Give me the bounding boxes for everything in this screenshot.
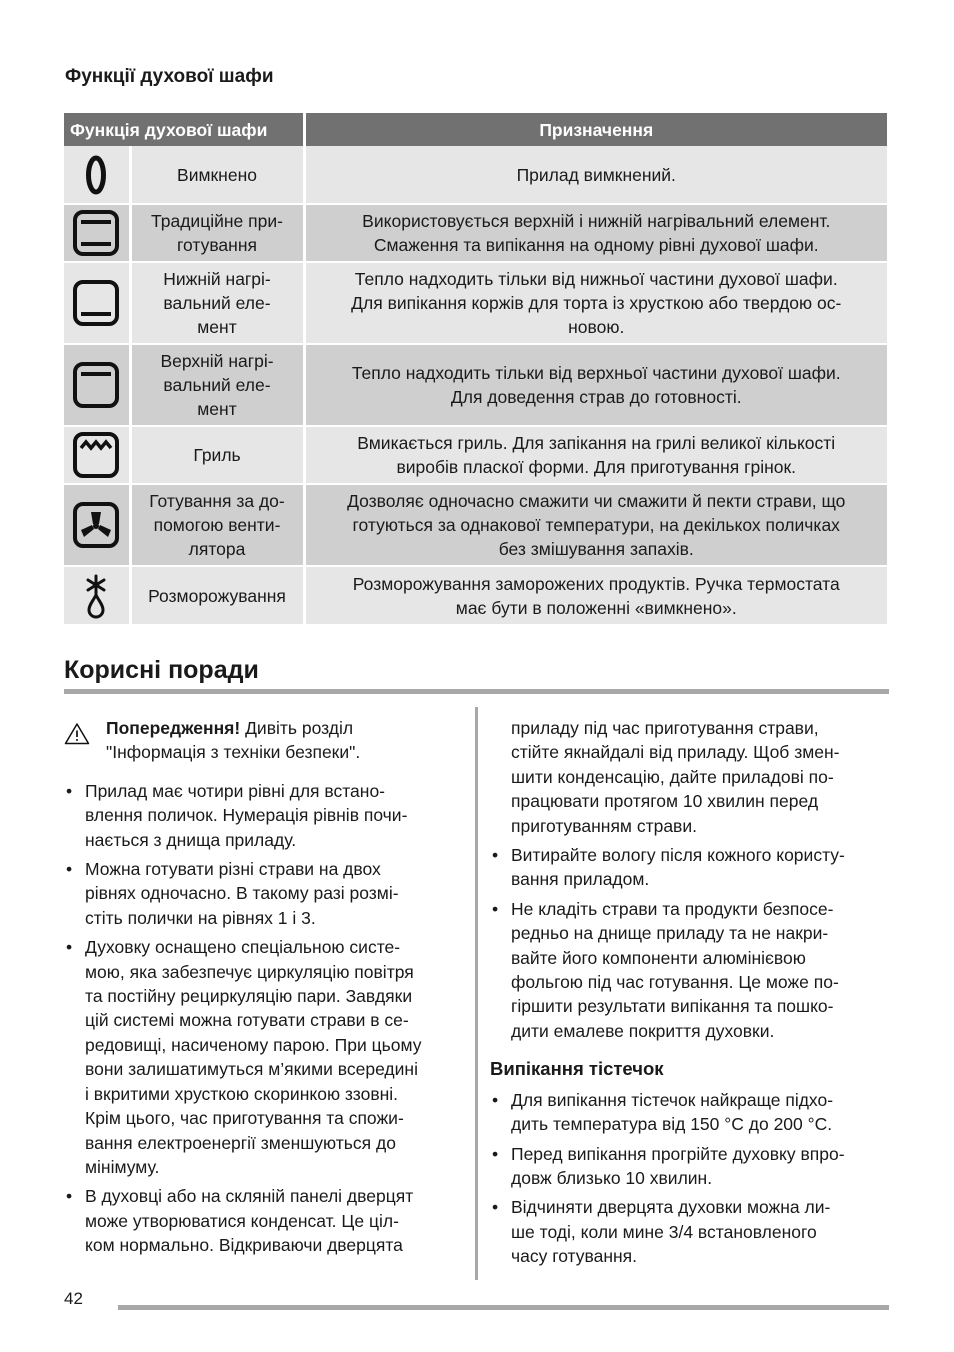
column-divider [475, 707, 478, 1280]
list-item: • Духовку оснащено спеціальною систе- мою, яка забезпечує циркуляцію повітря та постійну рециркуляцію пари. Завдяки цій системі можна готувати страви в се- редовищі, насиченому парою. При цьому вони залишатимуться м’якими всередині і вкритими хрусткою скоринкою ззовні. Крім цього, час приготування та спожи- вання електроенергії зменшуються до мінімуму. [64, 935, 464, 1179]
table-row [64, 566, 887, 624]
list-item: • Відчиняти дверцята духовки можна ли- ше тоді, коли мине 3/4 встановленого часу готування. [490, 1195, 890, 1268]
function-purpose: Розморожування заморожених продуктів. Ручка термостата має бути в положенні «вимкнено». [304, 566, 887, 624]
off-zero-icon [64, 146, 130, 204]
footer-rule [118, 1305, 889, 1310]
list-item: • Не кладіть страви та продукти безпосе- редньо на днище приладу та не накри- вайте його компоненти алюмінієвою фольгою під час готування. Це може по- гіршити результати випікання та пошко- дити емалеве покриття духовки. [490, 897, 890, 1043]
baking-subtitle: Випікання тістечок [490, 1058, 664, 1080]
warning-triangle-icon [64, 722, 90, 745]
function-name: Вимкнено [130, 146, 304, 204]
function-purpose: Прилад вимкнений. [304, 146, 887, 204]
function-name: Гриль [130, 426, 304, 484]
list-item: • Можна готувати різні страви на двох рівнях одночасно. В такому разі розмі- стіть полички на рівнях 1 і 3. [64, 857, 464, 930]
warning-note [64, 716, 464, 765]
function-purpose: Вмикається гриль. Для запікання на грилі великої кількості виробів пласкої форми. Для приготування грінок. [304, 426, 887, 484]
section-title: Функції духової шафи [65, 66, 274, 87]
continued-text: приладу під час приготування страви, стійте якнайдалі від приладу. Щоб змен- шити конденсацію, дайте приладові по- працювати протягом 10 хвилин перед приготуванням страви. [511, 718, 840, 836]
list-item: • Для випікання тістечок найкраще підхо- дить температура від 150 °C до 200 °C. [490, 1088, 890, 1137]
bottom-heat-icon [64, 262, 130, 344]
function-name: Нижній нагрі- вальний еле- мент [130, 262, 304, 344]
tips-title: Корисні поради [64, 656, 259, 684]
function-purpose: Тепло надходить тільки від верхньої частини духової шафи. Для доведення страв до готовності. [304, 344, 887, 426]
fan-cooking-icon [64, 484, 130, 566]
function-name: Готування за до- помогою венти- лятора [130, 484, 304, 566]
conventional-cooking-icon [64, 204, 130, 262]
defrost-icon [64, 566, 130, 624]
table-row [64, 484, 887, 566]
list-item: • В духовці або на скляній панелі дверцят може утворюватися конденсат. Це ціл- ком нормально. Відкриваючи дверцята [64, 1184, 464, 1257]
warning-label: Попередження! [106, 718, 241, 738]
list-item: • Витирайте вологу після кожного користу- вання приладом. [490, 843, 890, 892]
grill-icon [64, 426, 130, 484]
function-name: Верхній нагрі- вальний еле- мент [130, 344, 304, 426]
list-item: • Прилад має чотири рівні для встано- влення поличок. Нумерація рівнів почи- нається з днища приладу. [64, 779, 464, 852]
header-function: Функція духової шафи [64, 113, 304, 146]
top-heat-icon [64, 344, 130, 426]
oven-functions-table [64, 113, 887, 624]
table-row [64, 146, 887, 204]
header-purpose: Призначення [304, 113, 887, 146]
page-number: 42 [64, 1289, 83, 1308]
table-row [64, 344, 887, 426]
function-purpose: Тепло надходить тільки від нижньої частини духової шафи. Для випікання коржів для торта із хрусткою або твердою ос- новою. [304, 262, 887, 344]
function-purpose: Використовується верхній і нижній нагрівальний елемент. Смаження та випікання на одному рівні духової шафи. [304, 204, 887, 262]
function-name: Традиційне при- готування [130, 204, 304, 262]
tips-left-column [64, 716, 464, 1263]
table-row [64, 204, 887, 262]
list-item: • Перед випікання прогрійте духовку впро- довж близько 10 хвилин. [490, 1142, 890, 1191]
warning-text: Дивіть розділ "Інформація з техніки безпеки". [106, 718, 361, 763]
tips-right-column [490, 716, 890, 1274]
function-name: Розморожування [130, 566, 304, 624]
function-purpose: Дозволяє одночасно смажити чи смажити й пекти страви, що готуються за однакової температури, на декількох поличках без змішування запахів. [304, 484, 887, 566]
tips-title-rule [64, 689, 889, 694]
table-row [64, 426, 887, 484]
table-row [64, 262, 887, 344]
